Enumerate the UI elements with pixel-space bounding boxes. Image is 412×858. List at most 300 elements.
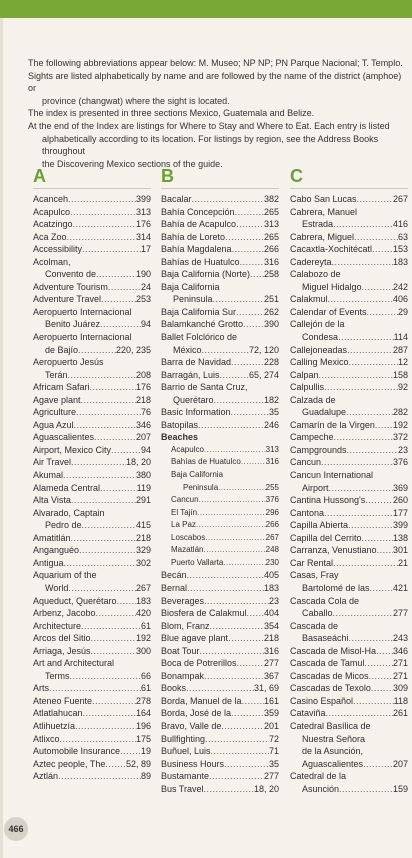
entry-page-ref: 18, 20 [125,457,151,468]
entry-page-ref: 382 [263,194,279,204]
index-entry [33,256,151,269]
dot-leader [92,695,136,708]
entry-term: Casas, Fray [290,570,339,581]
dot-leader [319,369,393,382]
dot-leader [235,206,264,219]
index-entry [33,620,151,633]
entry-term: Aeropuerto Internacional [33,332,132,343]
dot-leader [105,758,126,771]
entry-term: La Paz [171,520,196,530]
index-entry [290,381,408,394]
dot-leader [347,444,398,457]
entry-page-ref: 89 [140,771,151,782]
index-entry [33,369,151,382]
index-entry [290,193,408,206]
index-entry [33,331,151,344]
entry-page-ref: 346 [135,419,151,430]
index-entry [290,356,408,369]
index-entry [161,456,279,469]
entry-term: Arbenz, Jacobo [33,608,96,619]
entry-page-ref: 416 [392,219,408,230]
index-entry [290,569,408,582]
index-entry [290,783,408,796]
index-entry [33,733,151,746]
entry-term: Campeche [290,432,334,443]
index-entry [290,318,408,331]
index-entry [290,394,408,407]
entry-page-ref: 183 [135,595,151,606]
entry-page-ref: 266 [265,520,279,530]
entry-page-ref: 376 [265,495,279,505]
entry-page-ref: 278 [135,695,151,706]
index-entry [33,406,151,419]
entry-term: Air Travel [33,457,72,468]
dot-leader [71,532,136,545]
index-entry [290,682,408,695]
entry-page-ref: 296 [265,507,279,517]
entry-page-ref: 415 [135,520,151,531]
index-entry [33,720,151,733]
index-entry [161,231,279,244]
entry-term: Business Hours [161,758,225,769]
entry-term: Africam Safari [33,382,90,393]
index-entry [33,758,151,771]
entry-term: Cascada de Tamul [290,658,365,669]
entry-term: Cascada de [290,620,339,631]
dot-leader [375,419,393,432]
entry-term: Aguascalientes [33,432,95,443]
entry-term: Calakmul [290,294,328,305]
entry-term: Calling Mexico [290,357,349,368]
index-entry [161,318,279,331]
entry-term: Calpullis [290,382,325,393]
entry-page-ref: 158 [392,369,408,380]
entry-term: Cascada Cola de [290,595,360,606]
entry-page-ref: 246 [263,419,279,430]
entry-page-ref: 24 [140,281,151,292]
entry-term: Bacalar [161,194,192,204]
entry-term: México [173,344,202,355]
dot-leader [214,394,264,407]
entry-page-ref: 18, 20 [253,783,279,794]
entry-page-ref: 316 [265,457,279,467]
entry-term: Atlixco [33,733,60,744]
entry-term: Cabo San Lucas [290,194,357,204]
dot-leader [199,494,266,507]
index-entry [33,469,151,482]
entry-page-ref: 190 [135,269,151,280]
entry-term: Adventure Travel [33,294,102,305]
entry-page-ref: 277 [263,771,279,782]
index-entry [161,670,279,683]
entry-term: Miguel Hidalgo [302,281,362,292]
entry-page-ref: 76 [140,407,151,418]
entry-term: Aeropuerto Internacional [33,306,132,317]
entry-page-ref: 192 [135,633,151,644]
index-entry [33,695,151,708]
entry-page-ref: 267 [392,194,408,204]
entry-page-ref: 35 [268,758,279,769]
dot-leader [236,306,264,319]
dot-leader [111,444,141,457]
entry-term: Cacaxtla-Xochitécatl [290,244,373,255]
dot-leader [218,482,266,495]
index-entry [290,707,408,720]
section-letter: A [33,166,46,186]
entry-term: Borda, Manuel de la [161,695,242,706]
entry-page-ref: 201 [263,720,279,731]
entry-page-ref: 309 [392,683,408,694]
index-entry [33,218,151,231]
entry-term: Biosfera de Calakmul [161,608,247,619]
entry-term: Bustamante [161,771,210,782]
entry-term: Baja California [171,470,224,480]
dot-leader [74,419,136,432]
dot-leader [377,544,393,557]
entry-term: World [45,582,69,593]
index-entry [290,431,408,444]
dot-leader [333,218,393,231]
index-entry [33,770,151,783]
entry-term: Batopilas [161,419,199,430]
index-entry [33,519,151,532]
entry-term: Carranza, Venustiano [290,545,377,556]
dot-leader [204,444,266,457]
dot-leader [250,268,264,281]
index-entry [161,243,279,256]
dot-leader [324,381,398,394]
index-entry [161,783,279,796]
dot-leader [117,595,136,608]
entry-term: Arcos del Sitio [33,633,91,644]
entry-page-ref: 52, 89 [125,758,151,769]
index-entry [161,720,279,733]
entry-term: Bonampak [161,670,205,681]
index-entry [290,758,408,771]
entry-term: Pedro de [45,520,82,531]
entry-term: Car Rental [290,557,334,568]
index-entry [290,293,408,306]
entry-page-ref: 380 [135,470,151,481]
entry-term: Art and Architectural [33,658,115,669]
entry-page-ref: 66 [140,670,151,681]
index-entry [290,256,408,269]
entry-term: Convento de [45,269,97,280]
index-entry [33,607,151,620]
index-entry [161,444,279,457]
index-entry [161,569,279,582]
dot-leader [94,431,136,444]
dot-leader [362,532,393,545]
index-entry [290,582,408,595]
index-entry [161,394,279,407]
dot-leader [362,281,393,294]
dot-leader [232,243,264,256]
dot-leader [71,456,126,469]
dot-leader [68,582,136,595]
entry-page-ref: 94 [140,444,151,455]
entry-term: Acatzingo [33,219,73,230]
entry-page-ref: 267 [265,532,279,542]
entry-page-ref: 329 [135,545,151,556]
intro-sights-line1: Sights are listed alphabetically by name and are followed by the name of the district (amphoe) or [28,70,402,94]
dot-leader [90,381,136,394]
dot-leader [349,632,393,645]
entry-page-ref: 316 [263,645,279,656]
entry-term: Mazatlán [171,545,204,555]
index-entry [161,645,279,658]
dot-leader [83,707,136,720]
entry-page-ref: 23 [268,595,279,606]
entry-term: Agave plant [33,394,81,405]
entry-term: Catedral de la [290,771,347,782]
entry-page-ref: 92 [397,382,408,393]
entry-term: Calpan [290,369,319,380]
dot-leader [348,519,393,532]
entry-page-ref: 183 [392,256,408,267]
index-entry [161,206,279,219]
index-entry [290,281,408,294]
entry-term: Aztlán [33,771,59,782]
index-entry [33,494,151,507]
entry-page-ref: 218 [263,633,279,644]
index-entry [161,695,279,708]
index-entry [161,682,279,695]
index-entry [161,733,279,746]
dot-leader [363,758,393,771]
dot-leader [329,482,393,495]
entry-term: Cascadas de Texolo [290,683,371,694]
entry-term: Catedral Basílica de [290,720,371,731]
dot-leader [82,519,136,532]
entry-term: Cadereyta [290,256,332,267]
section-divider [161,188,279,189]
entry-term: Callejón de la [290,319,345,330]
dot-leader [357,193,393,206]
dot-leader [96,607,136,620]
entry-page-ref: 261 [392,708,408,719]
entry-page-ref: 63 [397,231,408,242]
index-entry [33,206,151,219]
dot-leader [63,469,136,482]
index-entry [161,494,279,507]
dot-leader [187,582,264,595]
entry-page-ref: 153 [392,244,408,255]
dot-leader [333,557,398,570]
entry-page-ref: 291 [135,495,151,506]
index-entry [33,456,151,469]
dot-leader [64,557,136,570]
top-color-band [0,0,412,18]
entry-page-ref: 277 [392,608,408,619]
index-entry [33,356,151,369]
entry-page-ref: 316 [263,256,279,267]
index-entry [290,369,408,382]
entry-page-ref: 164 [135,708,151,719]
entry-term: Alvarado, Captain [33,507,105,518]
index-entry [161,193,279,206]
dot-leader [365,494,393,507]
dot-leader [236,218,264,231]
index-entry [161,331,279,344]
entry-page-ref: 118 [393,695,408,706]
index-entry [290,745,408,758]
entry-page-ref: 196 [135,720,151,731]
entry-page-ref: 267 [135,582,151,593]
entry-page-ref: 359 [263,708,279,719]
dot-leader [76,406,141,419]
index-entry [33,231,151,244]
dot-leader [225,231,264,244]
dot-leader [338,331,394,344]
entry-page-ref: 421 [392,582,408,593]
index-entry [290,557,408,570]
index-entry [290,544,408,557]
entry-page-ref: 12 [397,357,408,368]
index-entry [161,620,279,633]
dot-leader [371,682,393,695]
entry-page-ref: 248 [265,545,279,555]
entry-term: Boat Tour [161,645,200,656]
dot-leader [186,682,254,695]
dot-leader [213,293,264,306]
entry-term: Aeropuerto Jesús [33,357,104,368]
dot-leader [237,657,264,670]
entry-page-ref: 207 [392,758,408,769]
dot-leader [354,231,398,244]
entry-term: Bahía de Acapulco [161,219,237,230]
index-entry [161,381,279,394]
entry-page-ref: 175 [135,733,151,744]
entry-term: Ateneo Fuente [33,695,93,706]
dot-leader [197,507,266,520]
entry-page-ref: 35 [268,407,279,418]
entry-term: Barrio de Santa Cruz, [161,382,248,393]
entry-term: Capilla del Cerrito [290,532,362,543]
dot-leader [202,344,249,357]
entry-page-ref: 242 [392,281,408,292]
entry-page-ref: 369 [392,482,408,493]
entry-page-ref: 72 [268,733,279,744]
index-entry [161,532,279,545]
entry-page-ref: 177 [392,507,408,518]
entry-term: Loscabos [171,532,206,542]
entry-page-ref: 31, 69 [253,683,279,694]
entry-page-ref: 271 [392,658,408,669]
entry-term: Arts [33,683,50,694]
entry-term: Antigua [33,557,64,568]
index-entry [290,532,408,545]
entry-page-ref: 300 [135,645,151,656]
index-entry [161,657,279,670]
dot-leader [58,770,141,783]
index-entry [161,482,279,495]
entry-page-ref: 258 [263,269,279,280]
entry-term: Nuestra Señora [302,733,366,744]
entry-page-ref: 182 [263,394,279,405]
entry-term: Blue agave plant [161,633,229,644]
entry-term: Automobile Insurance [33,746,121,757]
dot-leader [231,356,264,369]
entry-term: Becán [161,570,187,581]
entry-page-ref: 346 [392,645,408,656]
entry-term: Callejoneadas [290,344,348,355]
dot-leader [192,193,264,206]
dot-leader [339,783,393,796]
dot-leader [347,344,393,357]
entry-page-ref: 262 [263,306,279,317]
dot-leader [75,720,136,733]
index-entry [161,293,279,306]
entry-page-ref: 23 [397,444,408,455]
index-entry [33,645,151,658]
index-entry [33,293,151,306]
index-entry [33,243,151,256]
entry-page-ref: 192 [392,419,408,430]
index-entry [33,595,151,608]
index-entry [33,268,151,281]
entry-term: Aguascalientes [302,758,364,769]
entry-term: Bahías de Huatulco [161,256,240,267]
dot-leader [91,645,136,658]
index-entry [290,720,408,733]
index-entry [161,344,279,357]
dot-leader [73,218,136,231]
dot-leader [198,419,264,432]
entry-term: Cabrera, Miguel [290,231,355,242]
index-entry [33,394,151,407]
entry-page-ref: 313 [135,206,151,217]
entry-term: Blom, Franz [161,620,210,631]
entry-page-ref: 161 [263,695,279,706]
dot-leader [231,707,264,720]
index-entry [290,670,408,683]
entry-term: Capilla Abierta [290,520,349,531]
index-entry [161,632,279,645]
entry-page-ref: 138 [392,532,408,543]
index-entry [290,243,408,256]
index-entry [290,645,408,658]
index-entry [33,582,151,595]
entry-term: Agua Azul [33,419,74,430]
dot-leader [70,670,141,683]
index-column-a [33,166,151,783]
dot-leader [82,243,141,256]
dot-leader [333,607,393,620]
dot-leader [223,557,265,570]
index-entry [290,607,408,620]
index-intro [28,57,406,170]
index-entry [33,419,151,432]
index-entry [290,657,408,670]
index-entry [33,344,151,357]
entry-term: Cantina Hussong's [290,495,366,506]
entry-term: Bahía Concepción [161,206,235,217]
entry-term: Guadalupe [302,407,347,418]
index-entry [290,444,408,457]
entry-page-ref: 399 [135,194,151,204]
index-entry [161,707,279,720]
index-entry [161,758,279,771]
entry-page-ref: 218 [135,532,151,543]
dot-leader [228,632,264,645]
entry-term: Basic Information [161,407,231,418]
entry-term: Acapulco [33,206,71,217]
entry-page-ref: 61 [140,620,151,631]
index-entry [290,469,408,482]
entry-page-ref: 176 [135,382,151,393]
index-entry [161,419,279,432]
